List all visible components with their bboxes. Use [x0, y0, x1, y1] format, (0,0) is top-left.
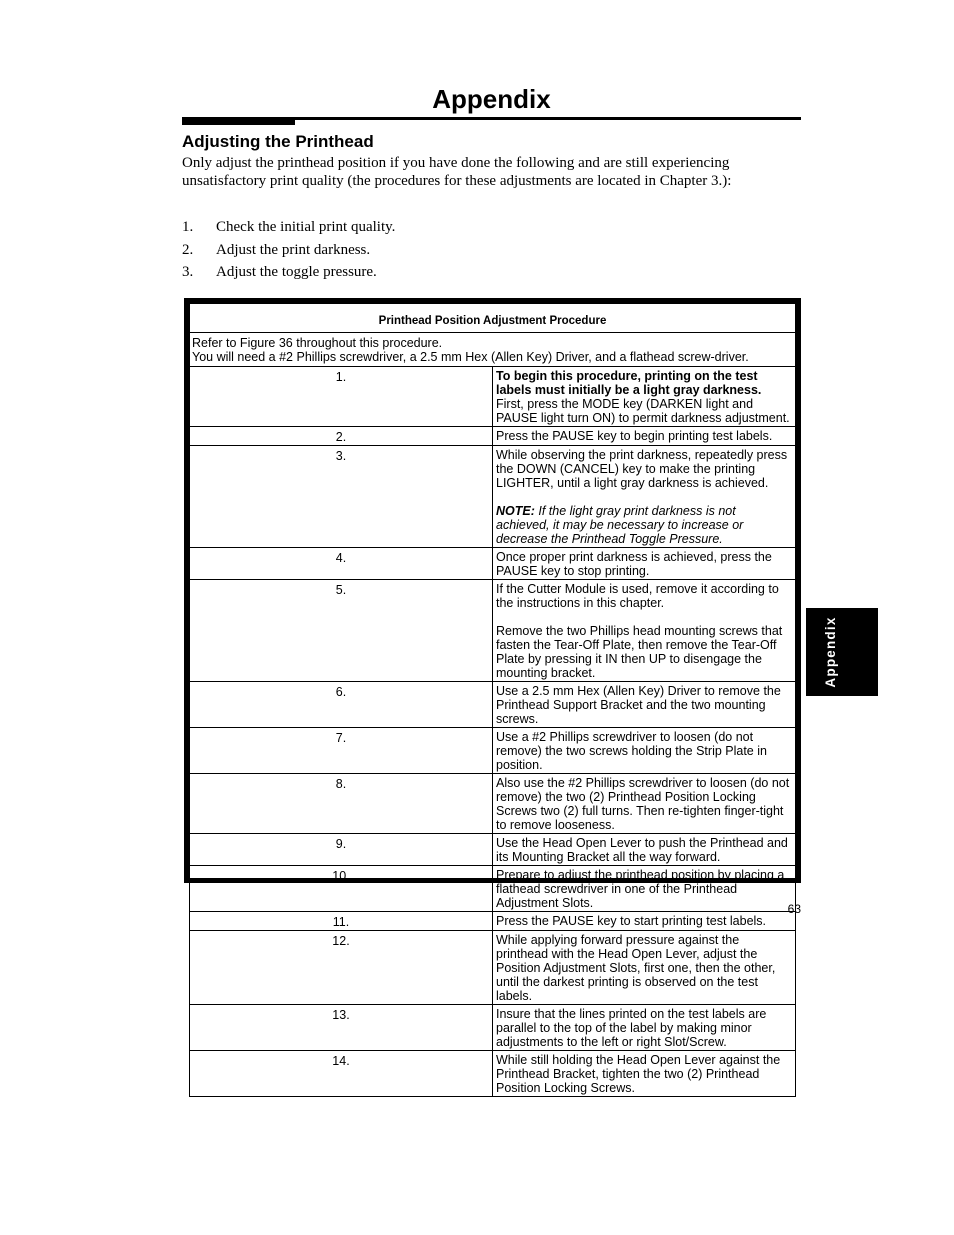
table-row — [190, 548, 796, 580]
step-text: Press the PAUSE key to begin printing test labels. — [493, 427, 796, 446]
procedure-reference — [190, 333, 796, 367]
step-text: Use a 2.5 mm Hex (Allen Key) Driver to remove the Printhead Support Bracket and the two mounting screws. — [493, 682, 796, 728]
list-item — [182, 264, 395, 287]
step-text: Press the PAUSE key to start printing test labels. — [493, 912, 796, 931]
step-detail: First, press the MODE key (DARKEN light and PAUSE light turn ON) to permit darkness adjustment. — [496, 397, 790, 425]
step-text: While still holding the Head Open Lever against the Printhead Bracket, tighten the two (2) Printhead Position Locking Screws. — [493, 1051, 796, 1097]
step-detail: Remove the two Phillips head mounting screws that fasten the Tear-Off Plate, then remove the Tear-Off Plate by pressing it IN then UP to disengage the mounting bracket. — [496, 624, 783, 680]
prerequisite-list — [182, 219, 395, 287]
intro-paragraph: Only adjust the printhead position if you have done the following and are still experiencing unsatisfactory print quality (the procedures for these adjustments are located in Chapter 3.): — [182, 155, 732, 189]
step-number: 13. — [190, 1005, 493, 1051]
table-row — [190, 580, 796, 682]
section-heading: Adjusting the Printhead — [182, 132, 374, 151]
list-item-text: Check the initial print quality. — [216, 219, 396, 235]
table-row — [190, 446, 796, 548]
list-item-number: 2. — [182, 241, 194, 258]
table-row — [190, 1051, 796, 1097]
step-number: 8. — [190, 774, 493, 834]
list-item-number: 1. — [182, 219, 194, 235]
table-row — [190, 333, 796, 367]
step-detail: While observing the print darkness, repeatedly press the DOWN (CANCEL) key to make the printing LIGHTER, until a light gray darkness is achieved. — [496, 448, 788, 490]
procedure-title: Printhead Position Adjustment Procedure — [190, 304, 796, 333]
step-number: 9. — [190, 834, 493, 866]
note-label: NOTE: — [496, 504, 535, 518]
reference-line: You will need a #2 Phillips screwdriver, a 2.5 mm Hex (Allen Key) Driver, and a flathead screw-driver. — [192, 350, 749, 364]
step-text — [493, 446, 796, 548]
step-number: 3. — [190, 446, 493, 548]
chapter-side-tab — [806, 608, 878, 696]
page-number: 63 — [787, 902, 801, 916]
step-text: Also use the #2 Phillips screwdriver to loosen (do not remove) the two (2) Printhead Position Locking Screws two (2) full turns. Then re-tighten finger-tight to remove looseness. — [493, 774, 796, 834]
step-number: 14. — [190, 1051, 493, 1097]
list-item — [182, 219, 395, 242]
step-text: Use a #2 Phillips screwdriver to loosen (do not remove) the two screws holding the Strip Plate in position. — [493, 728, 796, 774]
table-row — [190, 834, 796, 866]
table-row — [190, 367, 796, 427]
step-number: 1. — [190, 367, 493, 427]
step-detail: If the Cutter Module is used, remove it according to the instructions in this chapter. — [496, 582, 779, 610]
step-text — [493, 367, 796, 427]
table-row — [190, 427, 796, 446]
title-rule-accent — [182, 117, 295, 125]
chapter-title: Appendix — [432, 84, 551, 114]
note-text: If the light gray print darkness is not achieved, it may be necessary to increase or decrease the Printhead Toggle Pressure. — [496, 504, 744, 546]
list-item-text: Adjust the toggle pressure. — [216, 264, 377, 280]
step-number: 4. — [190, 548, 493, 580]
step-number: 7. — [190, 728, 493, 774]
step-number: 11. — [190, 912, 493, 931]
step-text: Prepare to adjust the printhead position by placing a flathead screwdriver in one of the Printhead Adjustment Slots. — [493, 866, 796, 912]
table-row — [190, 728, 796, 774]
table-header-row — [190, 304, 796, 333]
step-text — [493, 580, 796, 682]
step-text: While applying forward pressure against the printhead with the Head Open Lever, adjust the Position Adjustment Slots, first one, then the other, until the darkest printing is observed on the test labels. — [493, 931, 796, 1005]
reference-line: Refer to Figure 36 throughout this procedure. — [192, 336, 443, 350]
step-number: 12. — [190, 931, 493, 1005]
table-row — [190, 774, 796, 834]
list-item-text: Adjust the print darkness. — [216, 241, 371, 258]
side-tab-label: Appendix — [823, 616, 838, 688]
list-item-number: 3. — [182, 264, 194, 280]
step-text: Insure that the lines printed on the test labels are parallel to the top of the label by making minor adjustments to the left or right Slot/Screw. — [493, 1005, 796, 1051]
step-number: 10. — [190, 866, 493, 912]
table-row — [190, 1005, 796, 1051]
list-item — [182, 242, 395, 265]
step-number: 6. — [190, 682, 493, 728]
step-text: Once proper print darkness is achieved, press the PAUSE key to stop printing. — [493, 548, 796, 580]
step-text: Use the Head Open Lever to push the Printhead and its Mounting Bracket all the way forward. — [493, 834, 796, 866]
step-number: 2. — [190, 427, 493, 446]
step-number: 5. — [190, 580, 493, 682]
step-note — [496, 504, 792, 546]
procedure-table — [189, 303, 796, 1097]
table-row — [190, 682, 796, 728]
step-emphasis: To begin this procedure, printing on the test labels must initially be a light gray darkness. — [496, 369, 762, 397]
table-row — [190, 931, 796, 1005]
table-row — [190, 912, 796, 931]
table-row — [190, 866, 796, 912]
